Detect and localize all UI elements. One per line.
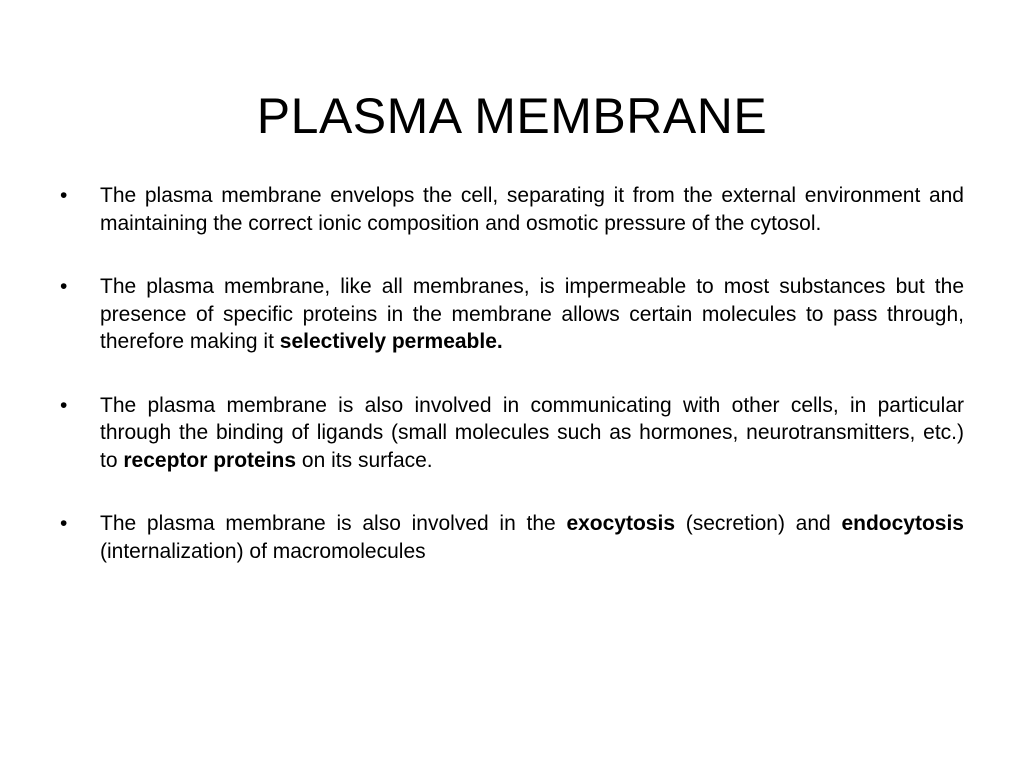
- bullet-list: [60, 182, 964, 601]
- bold-term: receptor proteins: [123, 448, 297, 472]
- bullet-dot-icon: •: [60, 512, 68, 535]
- text-segment: (secretion) and: [675, 512, 842, 535]
- bullet-text: [100, 394, 964, 472]
- bold-term: endocytosis: [841, 512, 964, 535]
- bullet-item: [60, 510, 964, 565]
- bold-term: exocytosis: [566, 512, 675, 535]
- bullet-text: [100, 275, 964, 353]
- text-segment: on its surface.: [296, 448, 433, 472]
- text-segment: (internalization) of macromolecules: [100, 539, 426, 563]
- bullet-dot-icon: •: [60, 275, 68, 298]
- bullet-text: [100, 512, 964, 563]
- bullet-dot-icon: •: [60, 184, 68, 207]
- text-segment: The plasma membrane envelops the cell, separating it from the external environment and maintaining the correct ionic composition and osmotic pressure of the cytosol.: [100, 184, 964, 235]
- text-segment: The plasma membrane is also involved in the: [100, 512, 567, 535]
- bold-term: selectively permeable.: [279, 330, 503, 353]
- bullet-text: [100, 184, 964, 235]
- slide-title: PLASMA MEMBRANE: [256, 87, 768, 144]
- bullet-item: [60, 392, 964, 475]
- bullet-dot-icon: •: [60, 393, 68, 417]
- text-segment: The plasma membrane is also involved in communicating with other cells, in particular through the binding of ligands (small molecules such as hormones, neurotransmitters, etc.) to: [100, 393, 964, 472]
- bullet-item: [60, 182, 964, 237]
- bullet-item: [60, 273, 964, 356]
- text-segment: The plasma membrane, like all membranes, is impermeable to most substances but the presence of specific proteins in the membrane allows certain molecules to pass through, therefore making it: [100, 275, 964, 353]
